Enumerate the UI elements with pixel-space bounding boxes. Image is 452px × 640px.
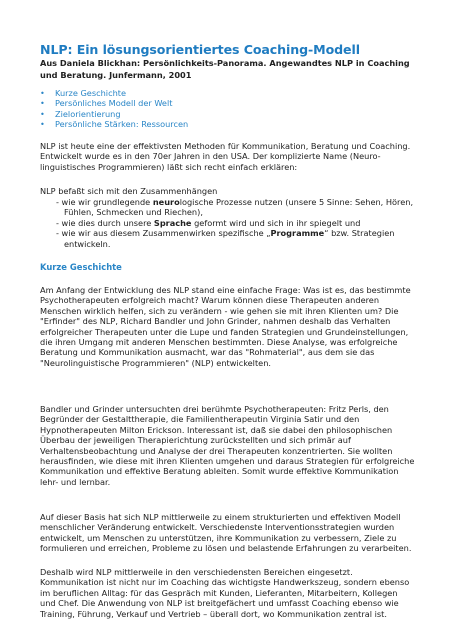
item-text: logische Prozesse nutzen (unsere 5 Sinne: Sehen, Hören, Fühlen, Schmecken und Riechen), — [64, 197, 414, 218]
section-heading-kurze-geschichte: Kurze Geschichte — [40, 262, 122, 272]
item-emphasis: neuro — [152, 197, 180, 207]
nlp-aspect-item — [40, 218, 420, 228]
nlp-aspect-item — [40, 228, 420, 249]
toc-link-persoenliches-modell[interactable]: • Persönliches Modell der Welt — [40, 98, 410, 108]
item-text: - wie dies durch unsere — [56, 217, 154, 228]
item-emphasis: Programme — [270, 228, 325, 239]
history-paragraph-3: Auf dieser Basis hat sich NLP mittlerweile zu einem strukturierten und effektiven Modell menschlicher Veränderung entwickelt. Verschiedenste Interventionsstrategien wurden entwickelt, um Menschen zu unterstützen, ihre Kommunikation zu verbessern, Ziele zu formulieren und erreichen, Probleme zu lösen und belastende Erfahrungen zu verarbeiten. — [40, 512, 412, 554]
intro-paragraph: NLP ist heute eine der effektivsten Methoden für Kommunikation, Beratung und Coaching. Entwickelt wurde es in den 70er Jahren in den USA. Der komplizierte Name (Neuro-linguistisches Programmieren) läßt sich recht einfach erklären: — [40, 141, 411, 172]
history-paragraph-1: Am Anfang der Entwicklung des NLP stand eine einfache Frage: Was ist es, das bestimmte Psychotherapeuten erfolgreich macht? Warum können diese Therapeuten anderen Menschen wirklich helfen, sich zu verändern - wie gehen sie mit ihren Klienten um? Die "Erfinder" des NLP, Richard Bandler und John Grinder, nahmen deshalb das Verhalten erfolgreicher Therapeuten unter die Lupe und fanden Strategien und Grundeinstellungen, die ihren Umgang mit anderen Menschen bestimmten. Diese Analyse, was erfolgreiche Beratung und Kommunikation ausmacht, war das "Rohmaterial", aus dem sie das "Neurolinguistische Programmieren" (NLP) entwickelten. — [40, 285, 411, 368]
item-text: - wie wir aus diesem Zusammenwirken spezifische „ — [56, 228, 271, 239]
toc-link-kurze-geschichte[interactable]: • Kurze Geschichte — [40, 88, 410, 98]
document-subtitle: Aus Daniela Blickhan: Persönlichkeits-Panorama. Angewandtes NLP in Coaching und Beratung. Junfermann, 2001 — [40, 58, 410, 80]
history-paragraph-2: Bandler und Grinder untersuchten drei berühmte Psychotherapeuten: Fritz Perls, den Begründer der Gestalttherapie, die Familientherapeutin Virginia Satir und den Hypnotherapeuten Milton Erickson. Interessant ist, daß sie dabei den philosophischen Überbau der jeweiligen Therapierichtung zurückstellten und sich primär auf Verhaltensbeobachtung und Analyse der drei Therapeuten konzentrierten. Sie wollten herausfinden, wie diese mit ihren Klienten umgehen und daraus Strategien für erfolgreiche Kommunikation und effektive Beratung ableiten. Somit wurde effektive Kommunikation lehr- und lernbar. — [40, 404, 415, 487]
table-of-contents — [40, 88, 410, 130]
item-emphasis: Sprache — [153, 217, 192, 228]
item-text: geformt wird und sich in ihr spiegelt und — [191, 217, 361, 228]
toc-link-zielorientierung[interactable]: • Zielorientierung — [40, 109, 410, 119]
item-text: “ bzw. Strategien entwickeln. — [64, 228, 395, 249]
history-paragraph-4: Deshalb wird NLP mittlerweile in den verschiedensten Bereichen eingesetzt. Kommunikation ist nicht nur im Coaching das wichtigste Handwerkszeug, sondern ebenso im beruflichen Alltag: für das Gespräch mit Kunden, Lieferanten, Mitarbeitern, Kollegen und Chef. Die Anwendung von NLP ist breitgefächert und umfasst Coaching ebenso wie Training, Führung, Verkauf und Vertrieb – überall dort, wo Kommunikation zentral ist. — [40, 567, 410, 619]
item-text: - wie wir grundlegende — [56, 197, 153, 207]
document-title: NLP: Ein lösungsorientiertes Coaching-Modell — [40, 42, 360, 57]
toc-link-persoenliche-staerken[interactable]: • Persönliche Stärken: Ressourcen — [40, 119, 410, 129]
nlp-aspect-item — [40, 197, 420, 218]
nlp-lead-text: NLP befaßt sich mit den Zusammenhängen — [40, 186, 218, 196]
nlp-aspects-list — [40, 197, 420, 249]
